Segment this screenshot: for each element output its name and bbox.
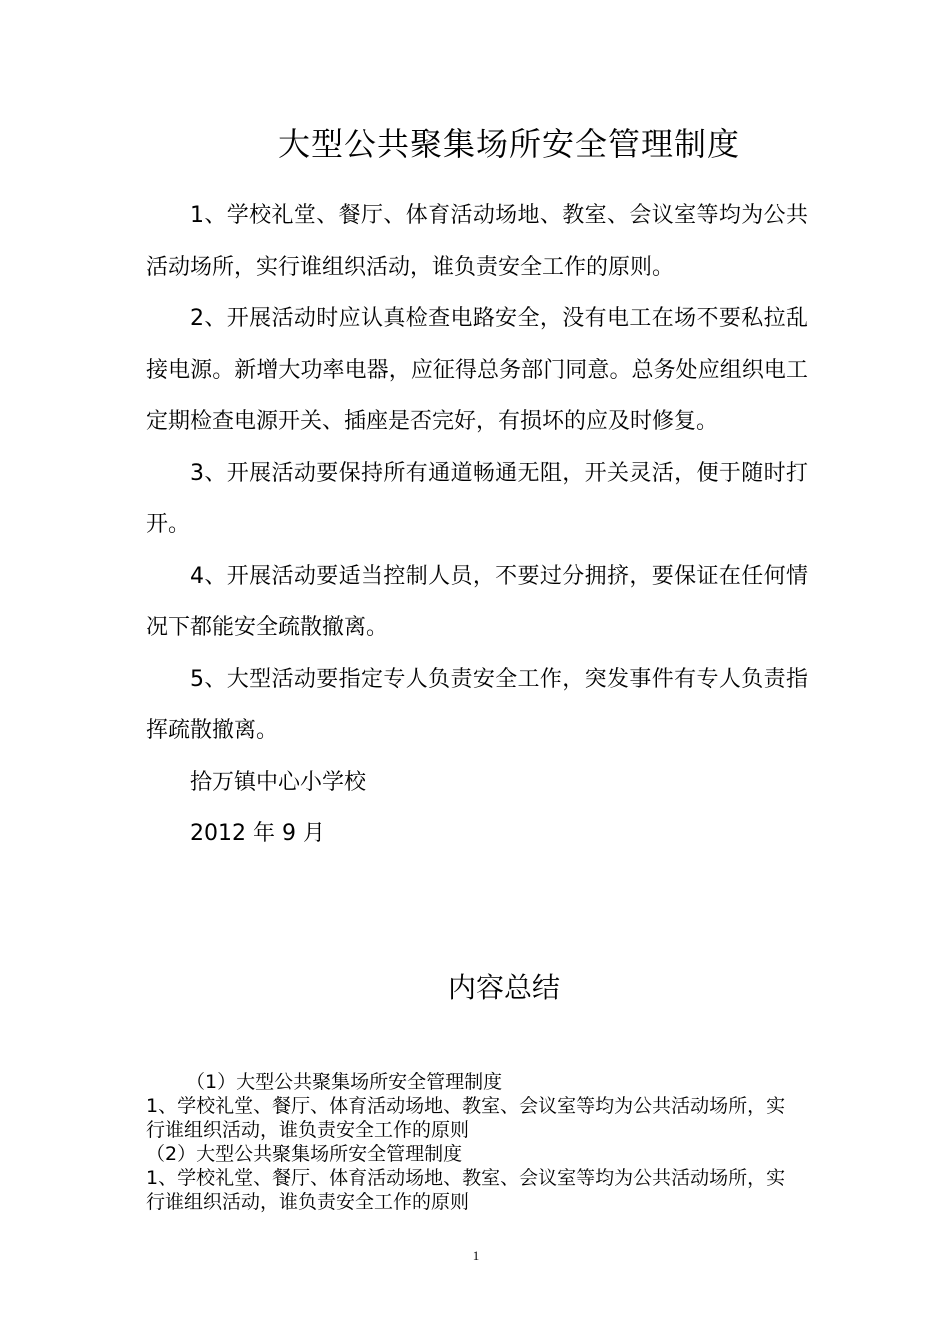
summary-item-heading: （1）大型公共聚集场所安全管理制度 bbox=[186, 1071, 503, 1093]
rule-paragraph-5: 5、大型活动要指定专人负责安全工作，突发事件有专人负责指挥疏散撤离。 bbox=[146, 666, 808, 743]
page-number: 1 bbox=[472, 1248, 480, 1263]
signature-date: 2012 年 9 月 bbox=[190, 821, 325, 846]
summary-item-text: 1、学校礼堂、餐厅、体育活动场地、教室、会议室等均为公共活动场所，实行谁组织活动，谁负责安全工作的原则 bbox=[146, 1167, 786, 1213]
rule-paragraph-3: 3、开展活动要保持所有通道畅通无阻，开关灵活，便于随时打开。 bbox=[146, 460, 808, 537]
rule-paragraph-2: 2、开展活动时应认真检查电路安全，没有电工在场不要私拉乱接电源。新增大功率电器，应征得总务部门同意。总务处应组织电工定期检查电源开关、插座是否完好，有损坏的应及时修复。 bbox=[146, 306, 808, 434]
signature-school: 拾万镇中心小学校 bbox=[190, 769, 367, 795]
summary-item-text: 1、学校礼堂、餐厅、体育活动场地、教室、会议室等均为公共活动场所，实行谁组织活动，谁负责安全工作的原则 bbox=[146, 1095, 786, 1141]
rule-paragraph-1: 1、学校礼堂、餐厅、体育活动场地、教室、会议室等均为公共活动场所，实行谁组织活动，谁负责安全工作的原则。 bbox=[146, 203, 808, 280]
document-title: 大型公共聚集场所安全管理制度 bbox=[277, 125, 740, 163]
summary-item-heading: （2）大型公共聚集场所安全管理制度 bbox=[146, 1143, 463, 1165]
summary-section bbox=[146, 1070, 786, 1214]
rule-paragraph-4: 4、开展活动要适当控制人员，不要过分拥挤，要保证在任何情况下都能安全疏散撤离。 bbox=[146, 563, 808, 640]
summary-heading: 内容总结 bbox=[447, 971, 560, 1004]
document-body bbox=[146, 190, 808, 860]
